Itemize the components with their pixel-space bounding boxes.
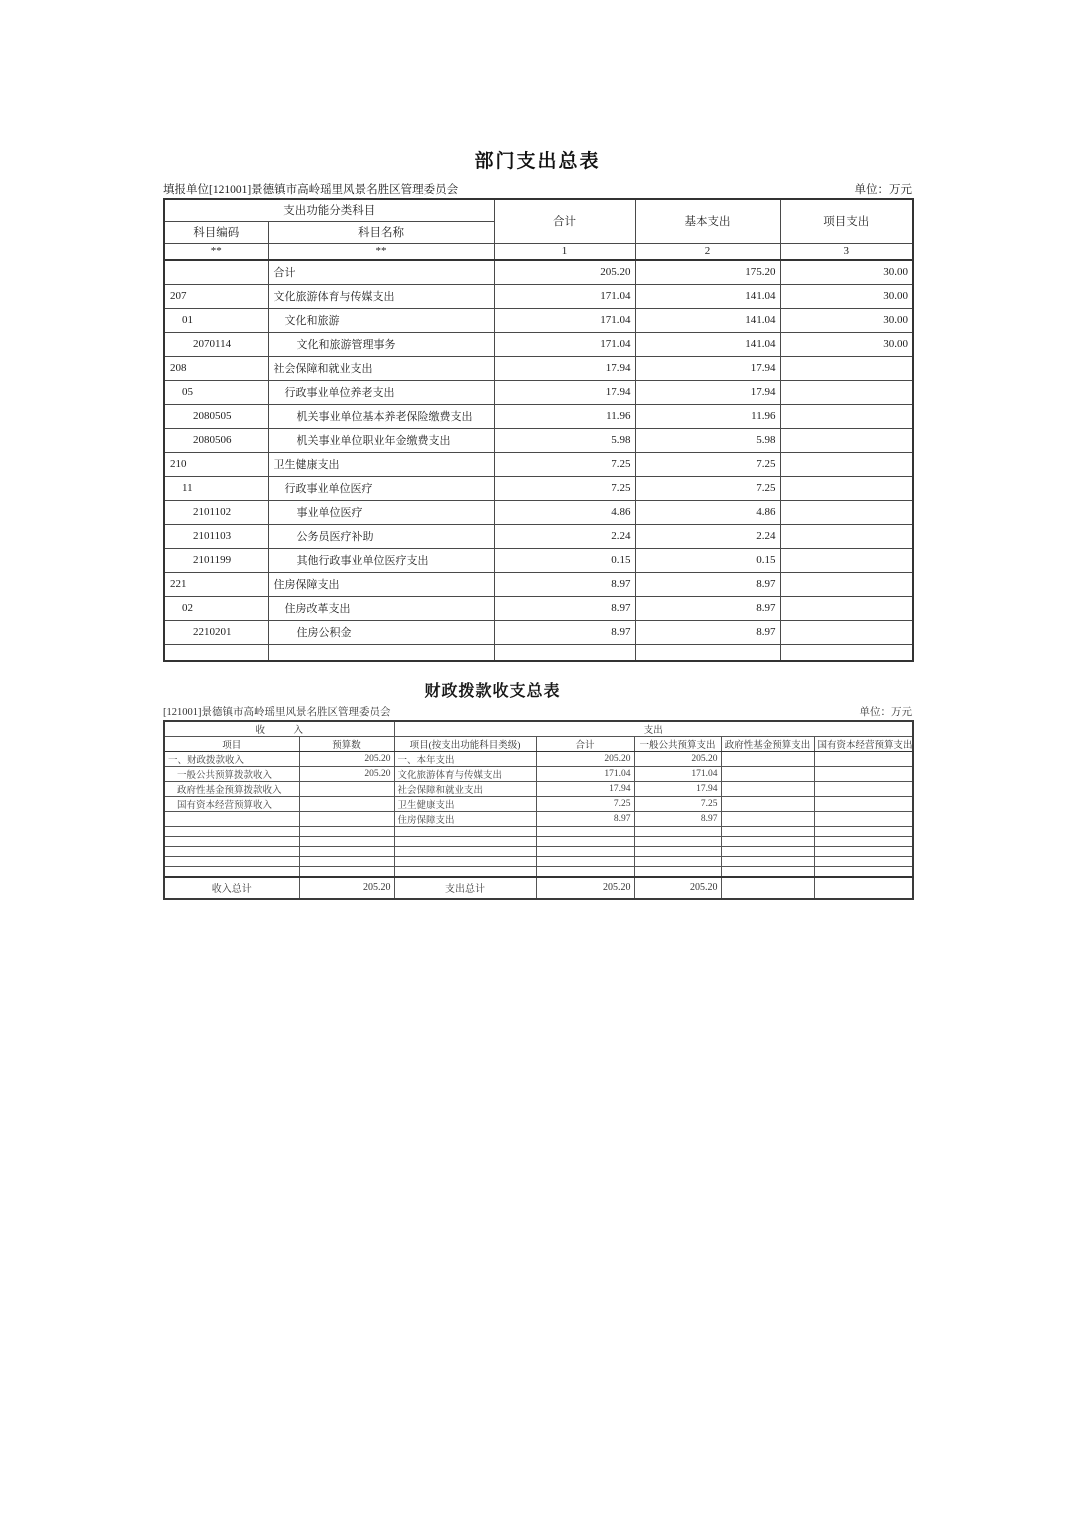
basic-expenditure-cell: 141.04 xyxy=(635,332,780,356)
income-budget-cell xyxy=(299,857,394,867)
table1-reporting-unit: 填报单位[121001]景德镇市高岭瑶里风景名胜区管理委员会 xyxy=(163,184,459,196)
expenditure-total-cell: 17.94 xyxy=(536,782,634,797)
t2-col-gov-fund: 政府性基金预算支出 xyxy=(721,737,814,752)
expenditure-row xyxy=(164,308,913,332)
expenditure-row xyxy=(164,284,913,308)
subject-name-cell: 机关事业单位基本养老保险缴费支出 xyxy=(268,404,494,428)
subject-name-cell: 文化和旅游 xyxy=(268,308,494,332)
subject-code-cell: 2080506 xyxy=(164,428,268,452)
subject-code-cell: 210 xyxy=(164,452,268,476)
income-item-cell xyxy=(164,867,299,877)
expenditure-total-cell xyxy=(536,847,634,857)
basic-expenditure-cell: 8.97 xyxy=(635,620,780,644)
expenditure-row xyxy=(164,620,913,644)
state-capital-budget-cell xyxy=(814,857,913,867)
appropriation-row xyxy=(164,797,913,812)
subject-name-cell: 住房保障支出 xyxy=(268,572,494,596)
state-capital-budget-cell xyxy=(814,827,913,837)
state-capital-budget-cell xyxy=(814,797,913,812)
project-expenditure-cell xyxy=(780,620,913,644)
blank-row xyxy=(164,827,913,837)
expenditure-row xyxy=(164,596,913,620)
subject-code-cell: 11 xyxy=(164,476,268,500)
t2-col-budget: 预算数 xyxy=(299,737,394,752)
subject-name-cell: 行政事业单位医疗 xyxy=(268,476,494,500)
t2-header-row-2 xyxy=(164,737,913,752)
expenditure-total-cell xyxy=(536,857,634,867)
t1-total-header: 合计 xyxy=(494,199,635,243)
t1-project-header: 项目支出 xyxy=(780,199,913,243)
t2-expenditure-header: 支出 xyxy=(394,721,913,737)
subject-code-cell: 2070114 xyxy=(164,332,268,356)
expenditure-total-cell: 205.20 xyxy=(536,877,634,899)
total-value-cell: 17.94 xyxy=(494,356,635,380)
income-item-cell: 一般公共预算拨款收入 xyxy=(164,767,299,782)
t1-code-header: 科目编码 xyxy=(164,221,268,243)
expenditure-row xyxy=(164,548,913,572)
income-item-cell xyxy=(164,827,299,837)
subject-name-cell: 卫生健康支出 xyxy=(268,452,494,476)
subject-code-cell: 2101102 xyxy=(164,500,268,524)
t1-col-num-1: 1 xyxy=(494,243,635,260)
t2-col-total: 合计 xyxy=(536,737,634,752)
table2-title: 财政拨款收支总表 xyxy=(424,683,561,700)
blank-row xyxy=(164,847,913,857)
project-expenditure-cell: 30.00 xyxy=(780,284,913,308)
expenditure-item-cell xyxy=(394,867,536,877)
general-budget-cell xyxy=(634,847,721,857)
appropriation-row xyxy=(164,752,913,767)
expenditure-item-cell xyxy=(394,847,536,857)
expenditure-item-cell xyxy=(394,827,536,837)
subject-code-cell: 05 xyxy=(164,380,268,404)
expenditure-total-cell: 7.25 xyxy=(536,797,634,812)
gov-fund-budget-cell xyxy=(721,827,814,837)
project-expenditure-cell xyxy=(780,452,913,476)
appropriation-row xyxy=(164,767,913,782)
expenditure-row xyxy=(164,524,913,548)
total-value-cell: 2.24 xyxy=(494,524,635,548)
project-expenditure-cell xyxy=(780,572,913,596)
expenditure-row xyxy=(164,380,913,404)
expenditure-total-cell xyxy=(536,867,634,877)
subject-name-cell: 机关事业单位职业年金缴费支出 xyxy=(268,428,494,452)
project-expenditure-cell: 30.00 xyxy=(780,260,913,284)
gov-fund-budget-cell xyxy=(721,847,814,857)
basic-expenditure-cell: 141.04 xyxy=(635,284,780,308)
subject-name-cell xyxy=(268,644,494,661)
blank-row xyxy=(164,857,913,867)
total-value-cell: 0.15 xyxy=(494,548,635,572)
expenditure-row xyxy=(164,476,913,500)
total-value-cell: 8.97 xyxy=(494,596,635,620)
expenditure-row xyxy=(164,452,913,476)
income-budget-cell xyxy=(299,782,394,797)
table1-unit-label: 单位：万元 xyxy=(854,184,912,196)
total-value-cell: 8.97 xyxy=(494,572,635,596)
table2-reporting-unit: [121001]景德镇市高岭瑶里风景名胜区管理委员会 xyxy=(163,707,391,718)
basic-expenditure-cell: 5.98 xyxy=(635,428,780,452)
state-capital-budget-cell xyxy=(814,847,913,857)
income-budget-cell xyxy=(299,847,394,857)
basic-expenditure-cell: 141.04 xyxy=(635,308,780,332)
subject-code-cell: 208 xyxy=(164,356,268,380)
t1-col-num-2: 2 xyxy=(635,243,780,260)
general-budget-cell: 205.20 xyxy=(634,877,721,899)
income-item-cell: 一、财政拨款收入 xyxy=(164,752,299,767)
total-value-cell: 171.04 xyxy=(494,308,635,332)
income-item-cell xyxy=(164,847,299,857)
expenditure-total-cell: 205.20 xyxy=(536,752,634,767)
income-item-cell xyxy=(164,837,299,847)
gov-fund-budget-cell xyxy=(721,812,814,827)
expenditure-item-cell: 社会保障和就业支出 xyxy=(394,782,536,797)
subject-code-cell xyxy=(164,644,268,661)
income-budget-cell: 205.20 xyxy=(299,877,394,899)
project-expenditure-cell xyxy=(780,548,913,572)
subject-name-cell: 文化旅游体育与传媒支出 xyxy=(268,284,494,308)
appropriation-row xyxy=(164,812,913,827)
general-budget-cell: 8.97 xyxy=(634,812,721,827)
project-expenditure-cell: 30.00 xyxy=(780,308,913,332)
project-expenditure-cell xyxy=(780,476,913,500)
t2-col-item: 项目 xyxy=(164,737,299,752)
income-item-cell: 政府性基金预算拨款收入 xyxy=(164,782,299,797)
income-budget-cell: 205.20 xyxy=(299,752,394,767)
subject-code-cell: 221 xyxy=(164,572,268,596)
general-budget-cell: 205.20 xyxy=(634,752,721,767)
expenditure-total-cell: 8.97 xyxy=(536,812,634,827)
expenditure-row xyxy=(164,260,913,284)
blank-row xyxy=(164,837,913,847)
general-budget-cell: 17.94 xyxy=(634,782,721,797)
basic-expenditure-cell: 175.20 xyxy=(635,260,780,284)
expenditure-item-cell: 住房保障支出 xyxy=(394,812,536,827)
report-content xyxy=(163,0,912,900)
total-value-cell: 4.86 xyxy=(494,500,635,524)
subject-code-cell: 2080505 xyxy=(164,404,268,428)
t1-name-header: 科目名称 xyxy=(268,221,494,243)
basic-expenditure-cell: 0.15 xyxy=(635,548,780,572)
project-expenditure-cell xyxy=(780,596,913,620)
project-expenditure-cell xyxy=(780,380,913,404)
t2-income-header: 收 入 xyxy=(164,721,394,737)
basic-expenditure-cell: 8.97 xyxy=(635,596,780,620)
basic-expenditure-cell: 8.97 xyxy=(635,572,780,596)
basic-expenditure-cell: 4.86 xyxy=(635,500,780,524)
income-budget-cell xyxy=(299,812,394,827)
blank-row xyxy=(164,867,913,877)
project-expenditure-cell xyxy=(780,644,913,661)
gov-fund-budget-cell xyxy=(721,797,814,812)
table2-meta-line xyxy=(163,704,912,719)
state-capital-budget-cell xyxy=(814,782,913,797)
income-budget-cell xyxy=(299,837,394,847)
subject-name-cell: 公务员医疗补助 xyxy=(268,524,494,548)
department-expenditure-summary-table xyxy=(163,198,914,662)
project-expenditure-cell: 30.00 xyxy=(780,332,913,356)
subject-name-cell: 其他行政事业单位医疗支出 xyxy=(268,548,494,572)
state-capital-budget-cell xyxy=(814,767,913,782)
total-value-cell: 8.97 xyxy=(494,620,635,644)
subject-name-cell: 住房改革支出 xyxy=(268,596,494,620)
t1-header-row-3 xyxy=(164,243,913,260)
expenditure-item-cell: 文化旅游体育与传媒支出 xyxy=(394,767,536,782)
t1-code-star: ** xyxy=(164,243,268,260)
gov-fund-budget-cell xyxy=(721,782,814,797)
total-value-cell: 17.94 xyxy=(494,380,635,404)
gov-fund-budget-cell xyxy=(721,767,814,782)
table2-unit-label: 单位：万元 xyxy=(859,707,912,718)
expenditure-row xyxy=(164,404,913,428)
expenditure-row xyxy=(164,572,913,596)
income-budget-cell: 205.20 xyxy=(299,767,394,782)
income-item-cell: 国有资本经营预算收入 xyxy=(164,797,299,812)
general-budget-cell xyxy=(634,837,721,847)
total-value-cell: 11.96 xyxy=(494,404,635,428)
income-budget-cell xyxy=(299,867,394,877)
subject-code-cell: 207 xyxy=(164,284,268,308)
subject-code-cell: 02 xyxy=(164,596,268,620)
expenditure-item-cell xyxy=(394,857,536,867)
table1-meta-line xyxy=(163,181,912,197)
basic-expenditure-cell: 7.25 xyxy=(635,476,780,500)
basic-expenditure-cell: 11.96 xyxy=(635,404,780,428)
basic-expenditure-cell: 17.94 xyxy=(635,380,780,404)
expenditure-item-cell: 一、本年支出 xyxy=(394,752,536,767)
basic-expenditure-cell xyxy=(635,644,780,661)
subject-name-cell: 行政事业单位养老支出 xyxy=(268,380,494,404)
subject-name-cell: 合计 xyxy=(268,260,494,284)
t2-header-row-1 xyxy=(164,721,913,737)
fiscal-appropriation-summary-table xyxy=(163,720,914,900)
total-value-cell: 7.25 xyxy=(494,476,635,500)
general-budget-cell xyxy=(634,857,721,867)
state-capital-budget-cell xyxy=(814,752,913,767)
general-budget-cell xyxy=(634,827,721,837)
subject-code-cell: 2101103 xyxy=(164,524,268,548)
expenditure-row xyxy=(164,644,913,661)
state-capital-budget-cell xyxy=(814,877,913,899)
income-budget-cell xyxy=(299,797,394,812)
expenditure-row xyxy=(164,332,913,356)
gov-fund-budget-cell xyxy=(721,752,814,767)
gov-fund-budget-cell xyxy=(721,867,814,877)
expenditure-total-cell: 171.04 xyxy=(536,767,634,782)
general-budget-cell xyxy=(634,867,721,877)
subject-code-cell: 2101199 xyxy=(164,548,268,572)
subject-name-cell: 文化和旅游管理事务 xyxy=(268,332,494,356)
expenditure-item-cell xyxy=(394,837,536,847)
state-capital-budget-cell xyxy=(814,812,913,827)
t2-col-general-budget: 一般公共预算支出 xyxy=(634,737,721,752)
income-budget-cell xyxy=(299,827,394,837)
t2-col-exp-item: 项目(按支出功能科目类级) xyxy=(394,737,536,752)
project-expenditure-cell xyxy=(780,524,913,548)
general-budget-cell: 7.25 xyxy=(634,797,721,812)
table1-title: 部门支出总表 xyxy=(474,151,601,172)
t1-func-class-header: 支出功能分类科目 xyxy=(164,199,494,221)
subject-code-cell xyxy=(164,260,268,284)
t1-header-row-1 xyxy=(164,199,913,221)
subject-code-cell: 01 xyxy=(164,308,268,332)
basic-expenditure-cell: 7.25 xyxy=(635,452,780,476)
t1-name-star: ** xyxy=(268,243,494,260)
total-value-cell: 171.04 xyxy=(494,332,635,356)
project-expenditure-cell xyxy=(780,356,913,380)
gov-fund-budget-cell xyxy=(721,857,814,867)
total-value-cell: 7.25 xyxy=(494,452,635,476)
gov-fund-budget-cell xyxy=(721,877,814,899)
subject-name-cell: 社会保障和就业支出 xyxy=(268,356,494,380)
project-expenditure-cell xyxy=(780,500,913,524)
gov-fund-budget-cell xyxy=(721,837,814,847)
expenditure-total-cell xyxy=(536,837,634,847)
total-value-cell: 171.04 xyxy=(494,284,635,308)
t1-col-num-3: 3 xyxy=(780,243,913,260)
expenditure-total-label: 支出总计 xyxy=(394,877,536,899)
income-total-label: 收入总计 xyxy=(164,877,299,899)
total-value-cell: 205.20 xyxy=(494,260,635,284)
subject-code-cell: 2210201 xyxy=(164,620,268,644)
total-value-cell xyxy=(494,644,635,661)
income-item-cell xyxy=(164,812,299,827)
basic-expenditure-cell: 2.24 xyxy=(635,524,780,548)
expenditure-item-cell: 卫生健康支出 xyxy=(394,797,536,812)
total-value-cell: 5.98 xyxy=(494,428,635,452)
expenditure-total-cell xyxy=(536,827,634,837)
basic-expenditure-cell: 17.94 xyxy=(635,356,780,380)
project-expenditure-cell xyxy=(780,404,913,428)
t2-col-state-capital: 国有资本经营预算支出 xyxy=(814,737,913,752)
appropriation-row xyxy=(164,782,913,797)
subject-name-cell: 住房公积金 xyxy=(268,620,494,644)
income-item-cell xyxy=(164,857,299,867)
expenditure-row xyxy=(164,500,913,524)
totals-row xyxy=(164,877,913,899)
project-expenditure-cell xyxy=(780,428,913,452)
state-capital-budget-cell xyxy=(814,867,913,877)
t1-basic-header: 基本支出 xyxy=(635,199,780,243)
expenditure-row xyxy=(164,356,913,380)
subject-name-cell: 事业单位医疗 xyxy=(268,500,494,524)
general-budget-cell: 171.04 xyxy=(634,767,721,782)
expenditure-row xyxy=(164,428,913,452)
state-capital-budget-cell xyxy=(814,837,913,847)
